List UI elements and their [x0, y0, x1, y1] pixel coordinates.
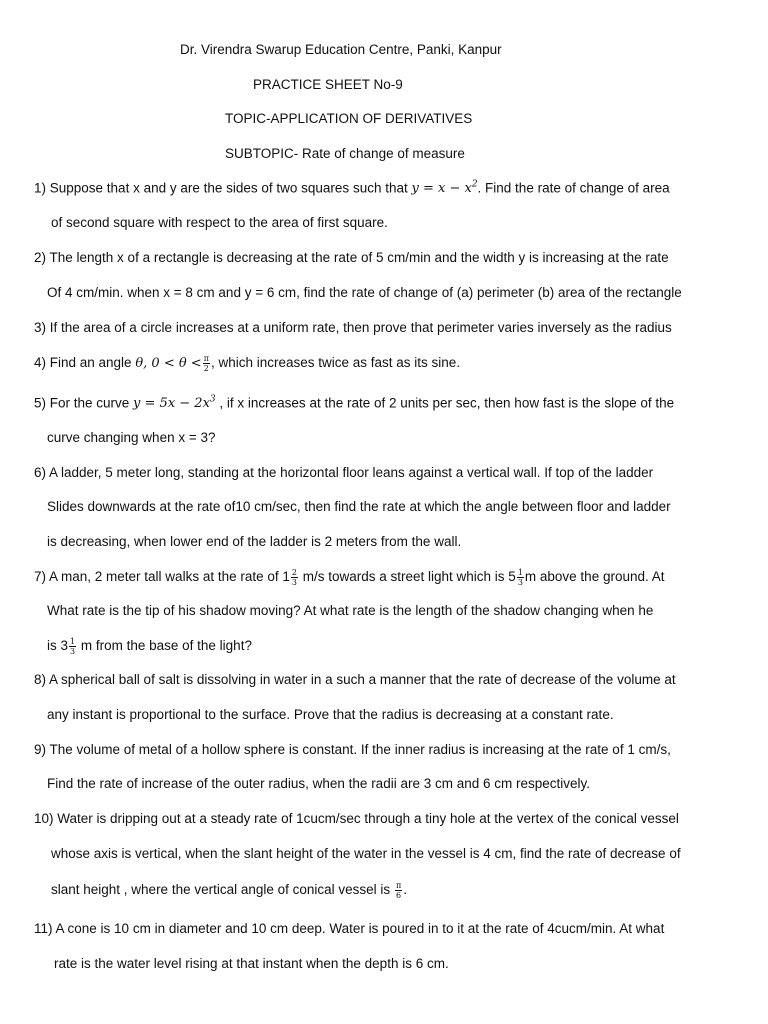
question-7-text-3-cont: m from the base of the light?: [77, 638, 252, 654]
question-11-line-1: 11) A cone is 10 cm in diameter and 10 cm deep. Water is poured in to it at the rate of 4cucm/min. At what: [34, 921, 665, 936]
question-7-fraction-1: [291, 568, 298, 587]
question-5-line-1: [34, 395, 674, 411]
question-1-line-2: of second square with respect to the area of first square.: [51, 215, 388, 230]
question-7-line-2: What rate is the tip of his shadow moving? At what rate is the length of the shadow changing when he: [47, 603, 654, 618]
topic-title: TOPIC-APPLICATION OF DERIVATIVES: [225, 111, 473, 126]
question-7-line-3: [47, 637, 252, 656]
question-7-text: 7) A man, 2 meter tall walks at the rate of 1: [34, 569, 290, 585]
question-10-fraction: [395, 881, 402, 900]
question-4-line-1: [34, 354, 460, 373]
question-5-text: 5) For the curve: [34, 395, 134, 411]
institute-name: Dr. Virendra Swarup Education Centre, Panki, Kanpur: [180, 42, 502, 57]
question-9-line-1: 9) The volume of metal of a hollow sphere is constant. If the inner radius is increasing at the rate of 1 cm/s,: [34, 742, 671, 757]
question-4-inequality: θ, 0 < θ <: [135, 356, 202, 372]
question-10-text: slant height , where the vertical angle of conical vessel is: [51, 882, 394, 898]
question-6-line-1: 6) A ladder, 5 meter long, standing at the horizontal floor leans against a vertical wall. If top of the ladder: [34, 465, 654, 480]
question-7-fraction-1-den: 3: [291, 578, 297, 587]
question-7-line-1: [34, 568, 665, 587]
question-9-line-2: Find the rate of increase of the outer radius, when the radii are 3 cm and 6 cm respectively.: [47, 776, 591, 791]
question-4-fraction-den: 2: [203, 364, 209, 373]
question-1-text-cont: . Find the rate of change of area: [477, 180, 670, 196]
question-7-fraction-1-num: 2: [291, 568, 297, 577]
question-1-equation-base: y = x − x: [411, 181, 472, 197]
question-1-line-1: [34, 180, 670, 196]
question-2-line-2: Of 4 cm/min. when x = 8 cm and y = 6 cm, find the rate of change of (a) perimeter (b) area of the rectangle: [47, 285, 682, 300]
question-7-fraction-2-den: 3: [517, 578, 523, 587]
question-3-line-1: 3) If the area of a circle increases at a uniform rate, then prove that perimeter varies inversely as the radius: [34, 320, 672, 335]
question-10-period: .: [403, 882, 407, 898]
question-1-equation-exponent: 2: [471, 180, 478, 190]
question-5-text-cont: , if x increases at the rate of 2 units per sec, then how fast is the slope of the: [215, 395, 675, 411]
question-10-line-2: whose axis is vertical, when the slant height of the water in the vessel is 4 cm, find the rate of decrease of: [51, 846, 681, 861]
question-10-fraction-num: π: [395, 881, 402, 890]
question-6-line-2: Slides downwards at the rate of10 cm/sec, then find the rate at which the angle between floor and ladder: [47, 499, 671, 514]
question-10-line-3: [51, 881, 407, 900]
question-7-fraction-3-num: 1: [70, 637, 76, 646]
question-4-fraction-num: π: [203, 354, 209, 363]
question-6-line-3: is decreasing, when lower end of the ladder is 2 meters from the wall.: [47, 534, 462, 549]
question-7-fraction-2: [517, 568, 524, 587]
question-5-line-2: curve changing when x = 3?: [47, 430, 216, 445]
question-4-text: 4) Find an angle: [34, 355, 136, 371]
question-4-text-cont: , which increases twice as fast as its sine.: [210, 355, 461, 371]
question-7-fraction-2-num: 1: [517, 568, 523, 577]
question-7-text-end: m above the ground. At: [524, 569, 665, 585]
question-5-equation-exponent: 3: [209, 395, 216, 405]
question-8-line-2: any instant is proportional to the surface. Prove that the radius is decreasing at a constant rate.: [47, 707, 614, 722]
question-2-line-1: 2) The length x of a rectangle is decreasing at the rate of 5 cm/min and the width y is increasing at the rate: [34, 250, 669, 265]
question-10-line-1: 10) Water is dripping out at a steady rate of 1cucm/sec through a tiny hole at the vertex of the conical vessel: [34, 811, 679, 826]
question-8-line-1: 8) A spherical ball of salt is dissolving in water in a such a manner that the rate of decrease of the volume at: [34, 672, 676, 687]
question-1-text: 1) Suppose that x and y are the sides of two squares such that: [34, 180, 412, 196]
question-4-fraction: [203, 354, 210, 373]
question-1-equation: [411, 181, 477, 196]
sheet-title: PRACTICE SHEET No-9: [253, 77, 403, 92]
question-7-fraction-3-den: 3: [70, 647, 76, 656]
question-7-fraction-3: [69, 637, 76, 656]
question-7-text-3: is 3: [47, 638, 69, 654]
question-5-equation: [133, 396, 216, 411]
subtopic-title: SUBTOPIC- Rate of change of measure: [225, 146, 465, 161]
question-11-line-2: rate is the water level rising at that instant when the depth is 6 cm.: [54, 956, 449, 971]
question-7-text-cont: m/s towards a street light which is 5: [298, 569, 516, 585]
question-10-fraction-den: 6: [396, 891, 402, 900]
question-5-equation-base: y = 5x − 2x: [133, 396, 210, 412]
